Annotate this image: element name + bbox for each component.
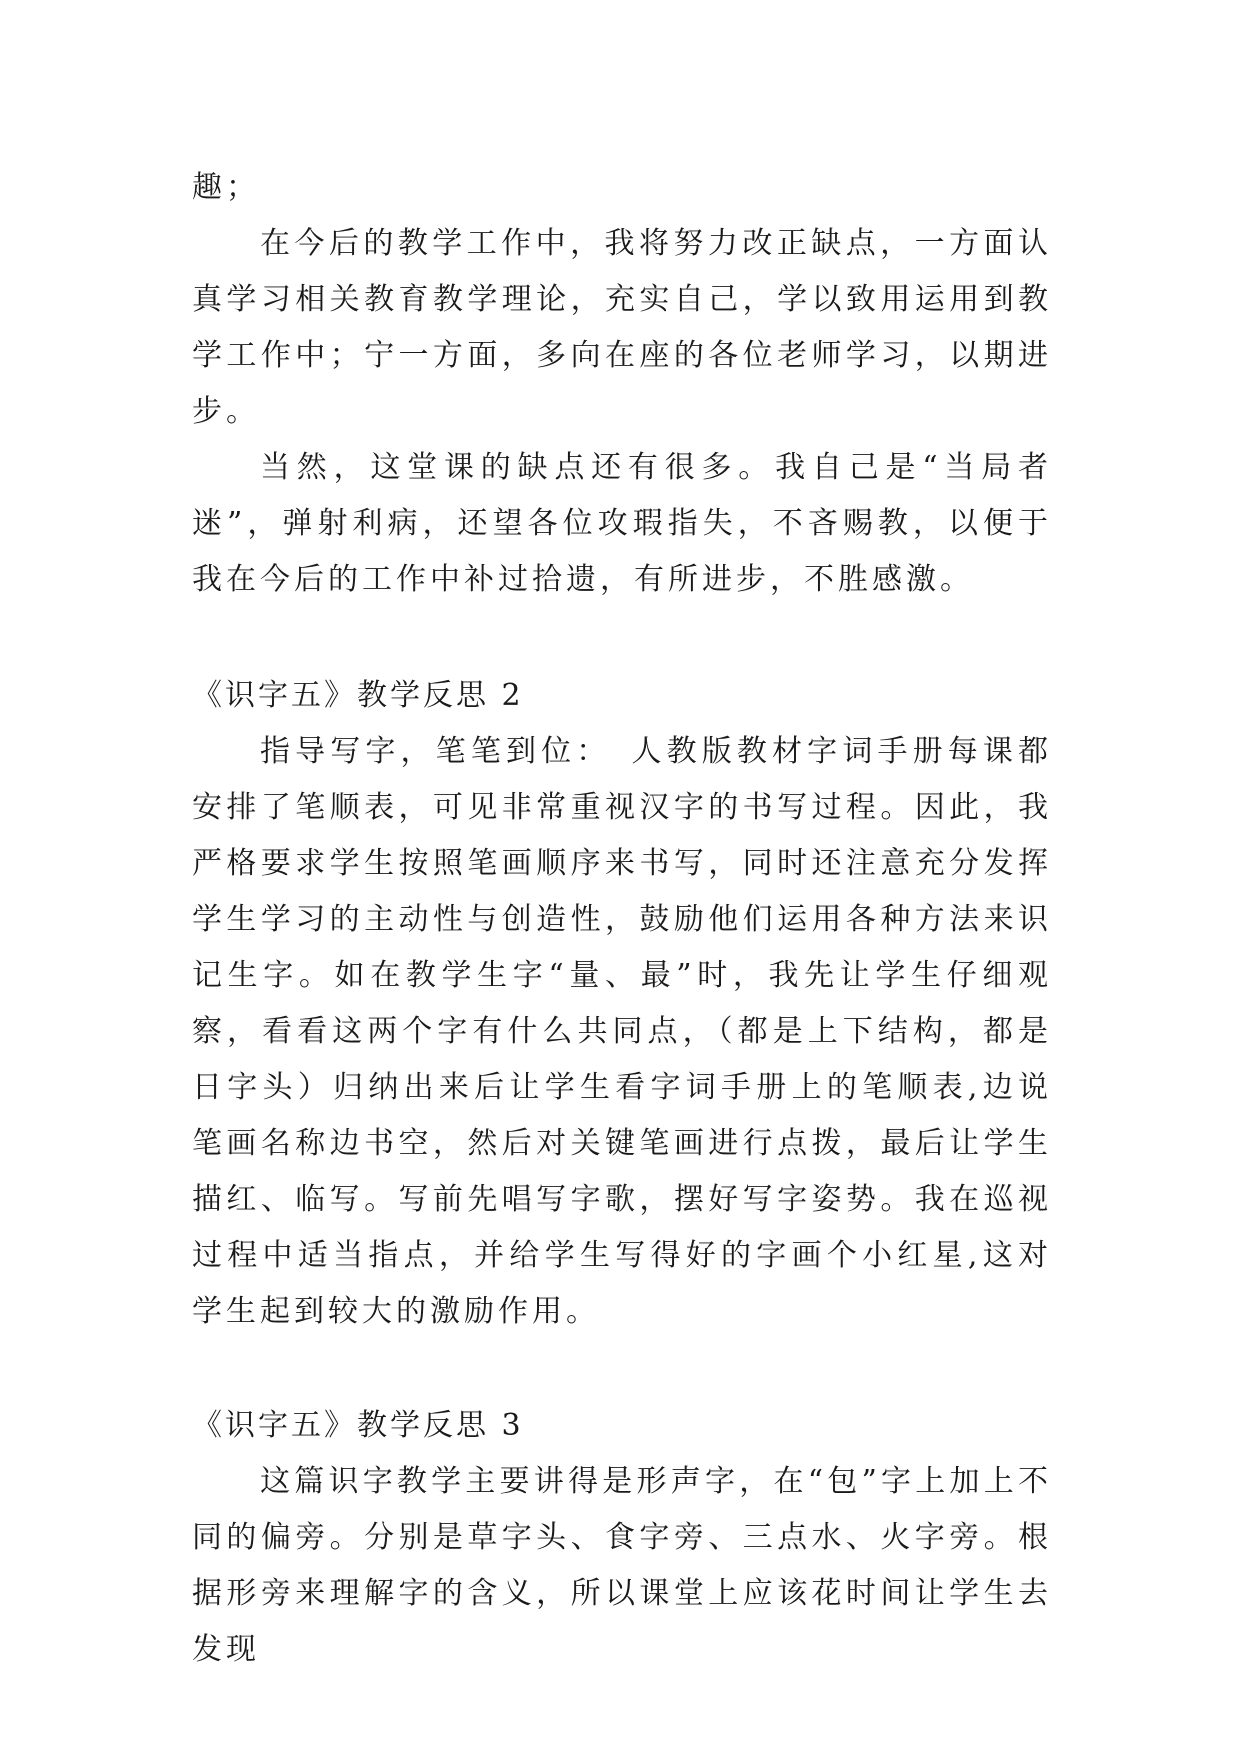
section3-heading: 《识字五》教学反思 3	[192, 1408, 524, 1443]
section1-paragraph-1: 在今后的教学工作中，我将努力改正缺点，一方面认真学习相关教育教学理论，充实自己，学以致用运用到教学工作中；宁一方面，多向在座的各位老师学习，以期进步。	[192, 226, 1052, 429]
section2-heading: 《识字五》教学反思 2	[192, 678, 524, 713]
section3-paragraph-1: 这篇识字教学主要讲得是形声字，在“包”字上加上不同的偏旁。分别是草字头、食字旁、三点水、火字旁。根据形旁来理解字的含义，所以课堂上应该花时间让学生去发现	[192, 1464, 1052, 1667]
continuation-text: 趣；	[192, 170, 260, 205]
section1-paragraph-2: 当然，这堂课的缺点还有很多。我自己是“当局者迷”，弹射利病，还望各位攻瑕指失，不吝赐教，以便于我在今后的工作中补过拾遗，有所进步，不胜感激。	[192, 450, 1052, 597]
document-body	[192, 160, 1052, 1678]
section2-paragraph-1: 指导写字，笔笔到位： 人教版教材字词手册每课都安排了笔顺表，可见非常重视汉字的书写过程。因此，我严格要求学生按照笔画顺序来书写，同时还注意充分发挥学生学习的主动性与创造性，鼓励他们运用各种方法来识记生字。如在教学生字“量、最”时，我先让学生仔细观察，看看这两个字有什么共同点，（都是上下结构，都是日字头）归纳出来后让学生看字词手册上的笔顺表,边说笔画名称边书空，然后对关键笔画进行点拨，最后让学生描红、临写。写前先唱写字歌，摆好写字姿势。我在巡视过程中适当指点，并给学生写得好的字画个小红星,这对学生起到较大的激励作用。	[192, 734, 1052, 1329]
